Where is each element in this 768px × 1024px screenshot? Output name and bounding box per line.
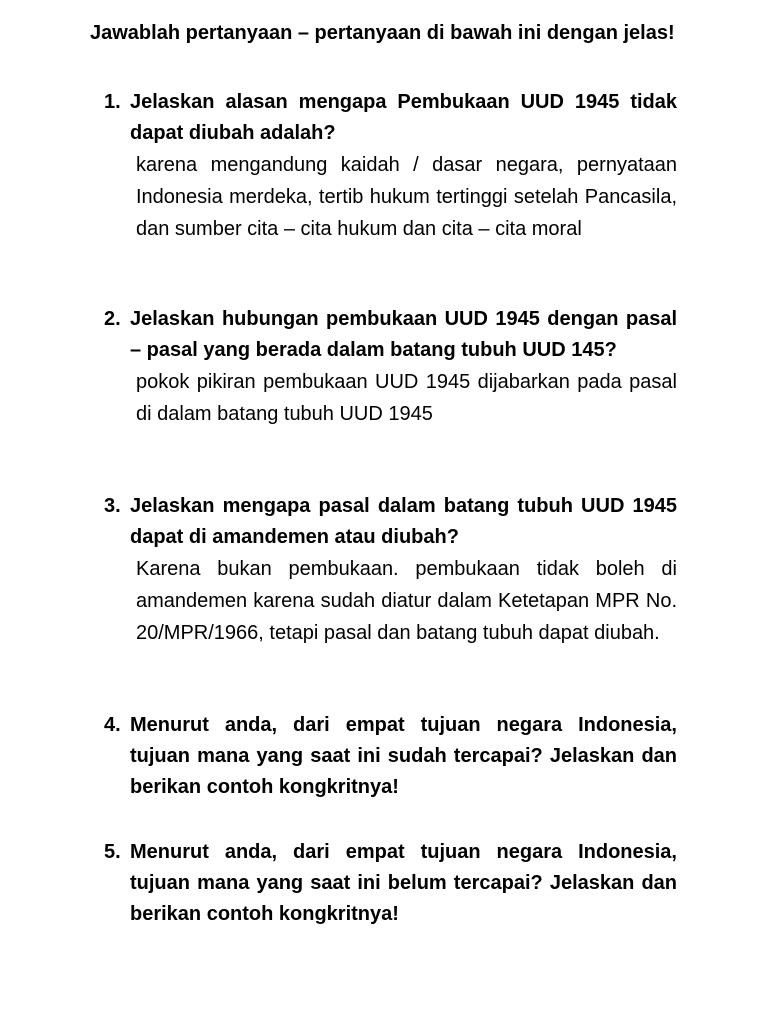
question-2: [104, 304, 677, 366]
question-number: 1.: [104, 91, 121, 113]
question-1: [104, 87, 677, 149]
question-text: Jelaskan mengapa pasal dalam batang tubuh UUD 1945 dapat di amandemen atau diubah?: [130, 495, 677, 548]
answer-2: pokok pikiran pembukaan UUD 1945 dijabarkan pada pasal di dalam batang tubuh UUD 1945: [136, 371, 677, 425]
answer-1: karena mengandung kaidah / dasar negara, pernyataan Indonesia merdeka, tertib hukum tertinggi setelah Pancasila, dan sumber cita – cita hukum dan cita – cita moral: [136, 154, 677, 240]
question-item-5: [104, 837, 677, 930]
question-item-3: [104, 491, 677, 649]
question-text: Menurut anda, dari empat tujuan negara Indonesia, tujuan mana yang saat ini belum tercapai? Jelaskan dan berikan contoh kongkritnya!: [130, 841, 677, 925]
question-text: Jelaskan alasan mengapa Pembukaan UUD 1945 tidak dapat diubah adalah?: [130, 91, 677, 144]
question-5: [104, 837, 677, 930]
answer-3: Karena bukan pembukaan. pembukaan tidak boleh di amandemen karena sudah diatur dalam Ketetapan MPR No. 20/MPR/1966, tetapi pasal dan batang tubuh dapat diubah.: [136, 558, 677, 644]
question-number: 4.: [104, 714, 121, 736]
question-number: 2.: [104, 308, 121, 330]
question-item-2: [104, 304, 677, 430]
question-text: Menurut anda, dari empat tujuan negara Indonesia, tujuan mana yang saat ini sudah tercapai? Jelaskan dan berikan contoh kongkritnya!: [130, 714, 677, 798]
question-3: [104, 491, 677, 553]
question-number: 3.: [104, 495, 121, 517]
question-item-1: [104, 87, 677, 245]
instruction-heading: Jawablah pertanyaan – pertanyaan di bawah ini dengan jelas!: [90, 22, 675, 44]
question-item-4: [104, 710, 677, 803]
question-4: [104, 710, 677, 803]
question-text: Jelaskan hubungan pembukaan UUD 1945 dengan pasal – pasal yang berada dalam batang tubuh UUD 145?: [130, 308, 677, 361]
question-number: 5.: [104, 841, 121, 863]
